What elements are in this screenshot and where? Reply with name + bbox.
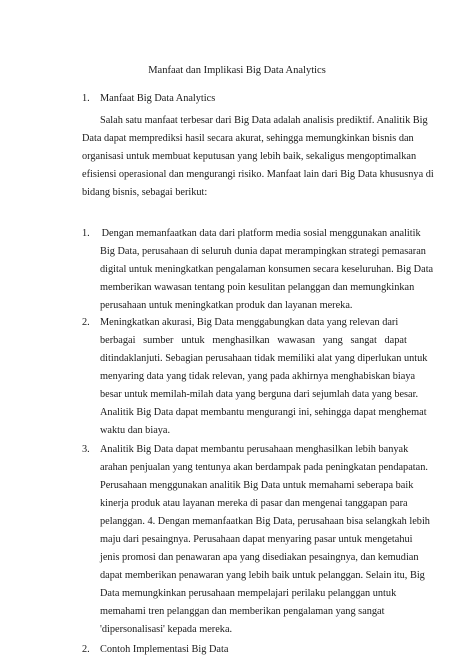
intro-line: efisiensi operasional dan mengurangi risiko. Manfaat lain dari Big Data khususnya di: [82, 169, 434, 180]
list-item-line: pelanggan. 4. Dengan memanfaatkan Big Data, perusahaan bisa selangkah lebih: [100, 516, 430, 527]
list-item-line: Analitik Big Data dapat membantu perusahaan menghasilkan lebih banyak: [100, 444, 409, 455]
list-item-line: memberikan wawasan tentang poin kesulitan pelanggan dan memungkinkan: [100, 282, 415, 293]
section-2-number: 2.: [82, 644, 90, 655]
list-item-line: Big Data, perusahaan di seluruh dunia dapat merampingkan strategi pemasaran: [100, 246, 426, 257]
list-item-line: memahami tren pelanggan dan memberikan pengalaman yang sangat: [100, 606, 385, 617]
list-item-line: menyaring data yang tidak relevan, yang pada akhirnya menghabiskan biaya: [100, 371, 416, 382]
intro-line: bidang bisnis, sebagai berikut:: [82, 187, 208, 198]
list-item-line: perusahaan untuk meningkatkan produk dan layanan mereka.: [100, 300, 353, 311]
list-item-line: arahan penjualan yang tentunya akan berdampak pada peningkatan pendapatan.: [100, 462, 428, 473]
section-2-heading: Contoh Implementasi Big Data: [100, 644, 229, 655]
list-item-line: Dengan memanfaatkan data dari platform media sosial menggunakan analitik: [99, 228, 421, 239]
section-1-number: 1.: [82, 93, 90, 104]
list-item-line: ditindaklanjuti. Sebagian perusahaan tidak memiliki alat yang diperlukan untuk: [100, 353, 428, 364]
list-item-line: jenis promosi dan penawaran apa yang disediakan pesaingnya, dan kemudian: [100, 552, 419, 563]
list-item-line: kinerja produk atau layanan mereka di pasar dan mengenai tanggapan para: [100, 498, 408, 509]
list-item-number: 1.: [82, 228, 90, 239]
list-item-line: Perusahaan menggunakan analitik Big Data untuk memahami seberapa baik: [100, 480, 414, 491]
list-item-number: 2.: [82, 317, 90, 328]
document-title: Manfaat dan Implikasi Big Data Analytics: [148, 65, 326, 76]
section-1-heading: Manfaat Big Data Analytics: [100, 93, 216, 104]
list-item-line: dapat memberikan penawaran yang lebih baik untuk pelanggan. Selain itu, Big: [100, 570, 425, 581]
intro-line: organisasi untuk membuat keputusan yang lebih baik, sekaligus mengoptimalkan: [82, 151, 417, 162]
list-item-line: maju dari pesaingnya. Perusahaan dapat menyaring pasar untuk mengetahui: [100, 534, 413, 545]
list-item-line: Meningkatkan akurasi, Big Data menggabungkan data yang relevan dari: [100, 317, 399, 328]
list-item-line: besar untuk memilah-milah data yang berguna dari sejumlah data yang besar.: [100, 389, 419, 400]
list-item-line: berbagai sumber untuk menghasilkan wawasan yang sangat dapat: [100, 335, 407, 346]
list-item-line: Analitik Big Data dapat membantu mengurangi ini, sehingga dapat menghemat: [100, 407, 427, 418]
list-item-line: Data memungkinkan perusahaan mempelajari perilaku pelanggan untuk: [100, 588, 397, 599]
list-item-line: 'dipersonalisasi' kepada mereka.: [100, 624, 233, 635]
intro-line: Data dapat memprediksi hasil secara akurat, sehingga memungkinkan bisnis dan: [82, 133, 414, 144]
list-item-number: 3.: [82, 444, 90, 455]
list-item-line: digital untuk meningkatkan pengalaman konsumen secara keseluruhan. Big Data: [100, 264, 434, 275]
intro-line: Salah satu manfaat terbesar dari Big Data adalah analisis prediktif. Analitik Big: [100, 115, 428, 126]
list-item-line: waktu dan biaya.: [100, 425, 171, 436]
